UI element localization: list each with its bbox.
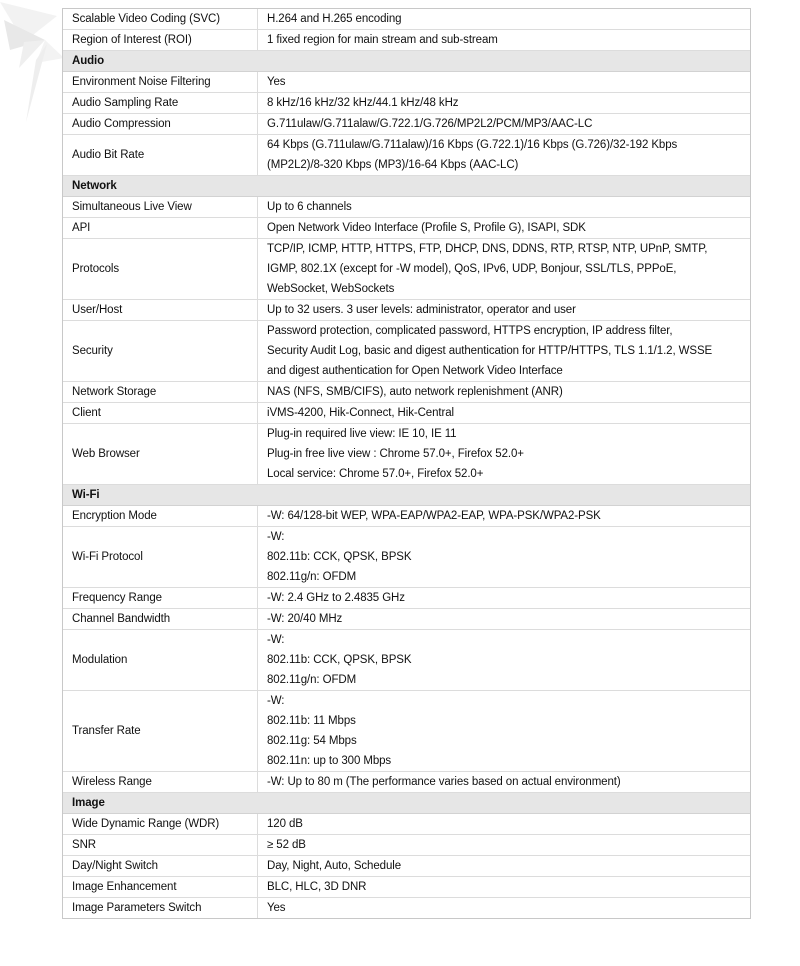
spec-label: Encryption Mode	[72, 510, 157, 522]
spec-row	[63, 856, 750, 877]
spec-label-cell	[63, 609, 258, 629]
spec-label: Region of Interest (ROI)	[72, 34, 192, 46]
spec-value-line: -W:	[267, 634, 285, 646]
spec-label: Day/Night Switch	[72, 860, 158, 872]
section-title: Wi-Fi	[72, 489, 100, 501]
spec-label-cell	[63, 30, 258, 50]
spec-label: Modulation	[72, 654, 128, 666]
spec-value-cell	[258, 588, 750, 608]
spec-label-cell	[63, 114, 258, 134]
spec-row	[63, 403, 750, 424]
section-header-wi-fi	[63, 485, 750, 506]
spec-row	[63, 300, 750, 321]
section-title: Network	[72, 180, 117, 192]
spec-row	[63, 93, 750, 114]
spec-value-cell	[258, 835, 750, 855]
spec-label: Environment Noise Filtering	[72, 76, 211, 88]
spec-value-line: -W: 64/128-bit WEP, WPA-EAP/WPA2-EAP, WPA-PSK/WPA2-PSK	[267, 510, 601, 522]
spec-value-cell	[258, 197, 750, 217]
spec-value-line: 64 Kbps (G.711ulaw/G.711alaw)/16 Kbps (G.722.1)/16 Kbps (G.726)/32-192 Kbps	[267, 139, 678, 151]
spec-value-line: Open Network Video Interface (Profile S, Profile G), ISAPI, SDK	[267, 222, 586, 234]
spec-value-line: 802.11b: CCK, QPSK, BPSK	[267, 551, 412, 563]
spec-label: Network Storage	[72, 386, 157, 398]
spec-label-cell	[63, 877, 258, 897]
spec-label: Audio Bit Rate	[72, 149, 145, 161]
spec-label: Client	[72, 407, 101, 419]
spec-label-cell	[63, 382, 258, 402]
section-header-network	[63, 176, 750, 197]
spec-label: Protocols	[72, 263, 120, 275]
spec-value-line: ≥ 52 dB	[267, 839, 306, 851]
spec-value-cell	[258, 9, 750, 29]
spec-value-line: iVMS-4200, Hik-Connect, Hik-Central	[267, 407, 454, 419]
spec-value-line: 802.11b: 11 Mbps	[267, 715, 356, 727]
spec-label-cell	[63, 898, 258, 918]
spec-value-line: 802.11g/n: OFDM	[267, 674, 357, 686]
spec-value-cell	[258, 814, 750, 834]
spec-label: Wide Dynamic Range (WDR)	[72, 818, 220, 830]
spec-label-cell	[63, 403, 258, 423]
spec-row	[63, 30, 750, 51]
spec-value-line: G.711ulaw/G.711alaw/G.722.1/G.726/MP2L2/PCM/MP3/AAC-LC	[267, 118, 593, 130]
spec-label-cell	[63, 527, 258, 587]
spec-label: Image Enhancement	[72, 881, 177, 893]
spec-value-line: -W: 2.4 GHz to 2.4835 GHz	[267, 592, 405, 604]
spec-value-cell	[258, 403, 750, 423]
spec-label-cell	[63, 691, 258, 771]
spec-row	[63, 382, 750, 403]
spec-row	[63, 506, 750, 527]
spec-label-cell	[63, 835, 258, 855]
spec-value-line: TCP/IP, ICMP, HTTP, HTTPS, FTP, DHCP, DNS, DDNS, RTP, RTSP, NTP, UPnP, SMTP,	[267, 243, 708, 255]
spec-row	[63, 9, 750, 30]
spec-value-line: -W: 20/40 MHz	[267, 613, 343, 625]
spec-value-cell	[258, 856, 750, 876]
section-header-audio	[63, 51, 750, 72]
spec-label-cell	[63, 630, 258, 690]
spec-value-cell	[258, 114, 750, 134]
spec-value-line: Up to 32 users. 3 user levels: administrator, operator and user	[267, 304, 576, 316]
spec-row	[63, 898, 750, 918]
spec-label-cell	[63, 814, 258, 834]
spec-value-line: 120 dB	[267, 818, 303, 830]
spec-label: Scalable Video Coding (SVC)	[72, 13, 220, 25]
specification-table	[62, 8, 751, 919]
spec-label: API	[72, 222, 91, 234]
spec-value-line: -W: Up to 80 m (The performance varies based on actual environment)	[267, 776, 621, 788]
spec-value-cell	[258, 321, 750, 381]
spec-value-cell	[258, 30, 750, 50]
spec-value-cell	[258, 135, 750, 175]
spec-label-cell	[63, 772, 258, 792]
spec-value-line: NAS (NFS, SMB/CIFS), auto network replenishment (ANR)	[267, 386, 563, 398]
spec-value-cell	[258, 772, 750, 792]
spec-label-cell	[63, 321, 258, 381]
spec-label-cell	[63, 588, 258, 608]
spec-value-line: WebSocket, WebSockets	[267, 283, 395, 295]
spec-value-cell	[258, 506, 750, 526]
spec-label: Wi-Fi Protocol	[72, 551, 143, 563]
spec-value-line: Yes	[267, 76, 286, 88]
spec-label-cell	[63, 424, 258, 484]
spec-label-cell	[63, 72, 258, 92]
spec-value-cell	[258, 630, 750, 690]
spec-value-cell	[258, 72, 750, 92]
spec-row	[63, 72, 750, 93]
spec-value-cell	[258, 300, 750, 320]
section-title: Image	[72, 797, 105, 809]
spec-row	[63, 691, 750, 772]
spec-row	[63, 218, 750, 239]
spec-value-line: 8 kHz/16 kHz/32 kHz/44.1 kHz/48 kHz	[267, 97, 459, 109]
spec-row	[63, 630, 750, 691]
spec-value-line: and digest authentication for Open Network Video Interface	[267, 365, 563, 377]
spec-value-line: Yes	[267, 902, 286, 914]
spec-value-line: Local service: Chrome 57.0+, Firefox 52.0+	[267, 468, 484, 480]
spec-row	[63, 197, 750, 218]
spec-value-line: Day, Night, Auto, Schedule	[267, 860, 401, 872]
spec-row	[63, 135, 750, 176]
spec-row	[63, 588, 750, 609]
spec-value-cell	[258, 239, 750, 299]
spec-row	[63, 772, 750, 793]
spec-row	[63, 609, 750, 630]
spec-value-cell	[258, 877, 750, 897]
spec-value-line: BLC, HLC, 3D DNR	[267, 881, 367, 893]
spec-label-cell	[63, 218, 258, 238]
spec-value-cell	[258, 691, 750, 771]
spec-label: Channel Bandwidth	[72, 613, 171, 625]
spec-row	[63, 877, 750, 898]
spec-value-line: Up to 6 channels	[267, 201, 352, 213]
spec-row	[63, 835, 750, 856]
spec-value-cell	[258, 609, 750, 629]
spec-row	[63, 814, 750, 835]
section-header-image	[63, 793, 750, 814]
section-title: Audio	[72, 55, 105, 67]
spec-value-cell	[258, 424, 750, 484]
spec-value-line: 802.11b: CCK, QPSK, BPSK	[267, 654, 412, 666]
spec-label: User/Host	[72, 304, 123, 316]
spec-value-line: -W:	[267, 695, 285, 707]
spec-value-line: 802.11n: up to 300 Mbps	[267, 755, 392, 767]
spec-label: Audio Compression	[72, 118, 171, 130]
spec-value-line: Plug-in required live view: IE 10, IE 11	[267, 428, 457, 440]
spec-value-cell	[258, 382, 750, 402]
spec-label: Frequency Range	[72, 592, 162, 604]
spec-value-cell	[258, 93, 750, 113]
watermark-graphic	[0, 0, 70, 135]
spec-label-cell	[63, 506, 258, 526]
spec-label: SNR	[72, 839, 96, 851]
spec-value-line: 802.11g: 54 Mbps	[267, 735, 357, 747]
spec-value-cell	[258, 898, 750, 918]
spec-value-line: (MP2L2)/8-320 Kbps (MP3)/16-64 Kbps (AAC-LC)	[267, 159, 519, 171]
spec-label: Security	[72, 345, 113, 357]
spec-value-line: IGMP, 802.1X (except for -W model), QoS, IPv6, UDP, Bonjour, SSL/TLS, PPPoE,	[267, 263, 677, 275]
spec-value-line: Plug-in free live view : Chrome 57.0+, Firefox 52.0+	[267, 448, 524, 460]
spec-label: Web Browser	[72, 448, 140, 460]
spec-value-line: 1 fixed region for main stream and sub-stream	[267, 34, 498, 46]
spec-label: Simultaneous Live View	[72, 201, 192, 213]
spec-value-line: Security Audit Log, basic and digest authentication for HTTP/HTTPS, TLS 1.1/1.2, WSSE	[267, 345, 713, 357]
spec-value-line: -W:	[267, 531, 285, 543]
spec-label: Image Parameters Switch	[72, 902, 202, 914]
spec-value-line: H.264 and H.265 encoding	[267, 13, 402, 25]
spec-label: Transfer Rate	[72, 725, 141, 737]
spec-label: Audio Sampling Rate	[72, 97, 179, 109]
spec-row	[63, 321, 750, 382]
spec-label: Wireless Range	[72, 776, 152, 788]
spec-row	[63, 424, 750, 485]
spec-label-cell	[63, 9, 258, 29]
spec-row	[63, 114, 750, 135]
spec-value-cell	[258, 527, 750, 587]
spec-label-cell	[63, 197, 258, 217]
spec-label-cell	[63, 135, 258, 175]
spec-row	[63, 527, 750, 588]
spec-label-cell	[63, 856, 258, 876]
spec-value-cell	[258, 218, 750, 238]
spec-label-cell	[63, 239, 258, 299]
spec-row	[63, 239, 750, 300]
spec-value-line: 802.11g/n: OFDM	[267, 571, 357, 583]
spec-label-cell	[63, 93, 258, 113]
spec-value-line: Password protection, complicated password, HTTPS encryption, IP address filter,	[267, 325, 673, 337]
spec-label-cell	[63, 300, 258, 320]
